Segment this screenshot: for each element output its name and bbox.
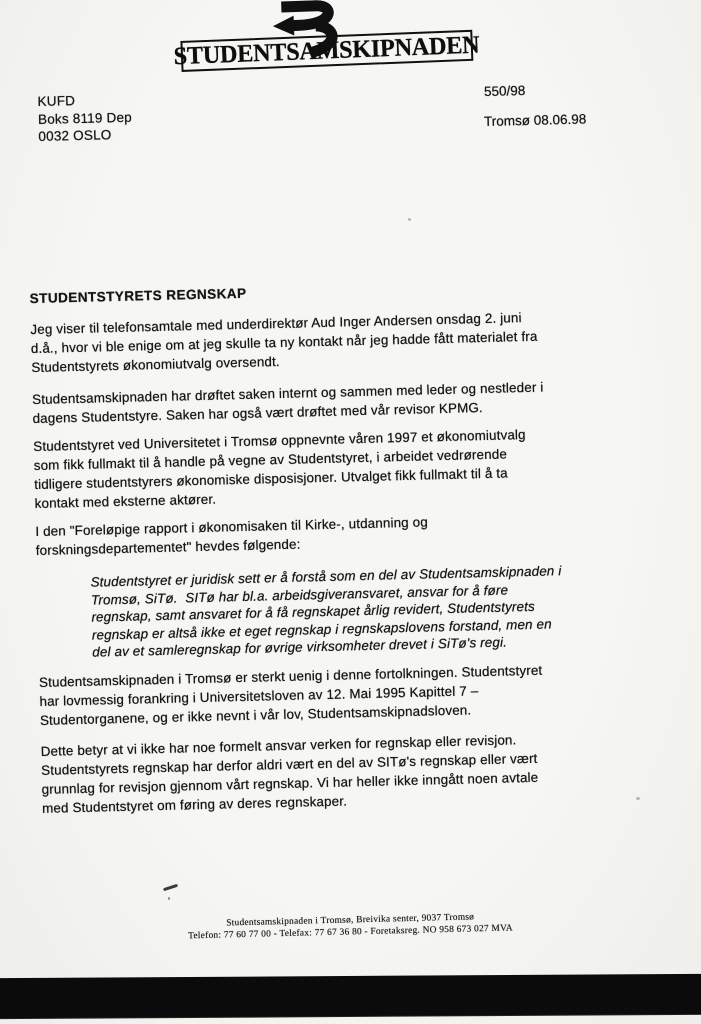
paragraph-2: Studentsamskipnaden har drøftet saken internt og sammen med leder og nestleder i dagens Studentstyre. Saken har også vært drøftet med vår revisor KPMG. [31,379,544,427]
scan-speck [636,797,640,800]
paragraph-5: Studentsamskipnaden i Tromsø er sterkt uenig i denne fortolkningen. Studentstyret har lovmessig forankring i Universitetsloven av 12. Mai 1995 Kapittel 7 – Studentorganene, og er ikke nevnt i vår lov, Studentsamskipnadsloven. [38,662,543,728]
footer-contact-info: Studentsamskipnaden i Tromsø, Breivika senter, 9037 Tromsø Telefon: 77 60 77 00 - Telefax: 77 67 36 80 - Foretaksreg. NO 958 673 027 MVA [188,912,514,941]
recipient-address: KUFD Boks 8119 Dep 0032 OSLO [37,93,133,144]
paragraph-4: I den "Foreløpige rapport i økonomisaken til Kirke-, utdanning og forskningsdepartementet" hevdes følgende: [35,514,429,558]
pen-mark-artifact [163,884,178,891]
scan-edge-bar [0,974,701,1018]
paragraph-1: Jeg viser til telefonsamtale med underdirektør Aud Inger Andersen onsdag 2. juni d.å., hvor vi ble enige om at jeg skulle ta ny kontakt når jeg hadde fått materialet fra Studentstyrets økonomiutvalg oversendt. [30,310,538,376]
paragraph-3: Studentstyret ved Universitetet i Tromsø oppnevnte våren 1997 et økonomiutvalg som fikk fullmakt til å handle på vegne av Studentstyret, i arbeidet vedrørende tidligere studentstyrers økonomiske disposisjoner. Utvalget fikk fullmakt til å ta kontakt med eksterne aktører. [33,427,526,512]
quoted-passage: Studentstyret er juridisk sett er å forstå som en del av Studentsamskipnaden i Tromsø, SiTø. SITø har bl.a. arbeidsgiveransvaret, ansvar for å føre regnskap, samt ansvaret for å få regnskapet årlig revidert, Studentstyrets regnskap er altså ikke et eget regnskap i regnskapslovens forstand, men en del av et samleregnskap for øvrige virksomheter drevet i SiTø's regi. [90,563,562,660]
org-name: STUDENTSAMSKIPNADEN [173,31,481,70]
scan-speck [168,897,170,900]
letterhead-org-box [173,30,481,72]
paragraph-6: Dette betyr at vi ikke har noe formelt ansvar verken for regnskap eller revisjon. Studentstyrets regnskap har derfor aldri vært en del av SITø's regnskap eller vært grunnlag for revisjon gjennom vårt regnskap. Vi har heller ikke inngått noen avtale med Studentstyret om føring av deres regnskaper. [40,731,539,816]
subject-heading: STUDENTSTYRETS REGNSKAP [29,285,247,307]
reference-number: 550/98 [483,82,526,99]
letter-body [29,274,667,827]
place-and-date: Tromsø 08.06.98 [483,111,587,129]
scan-speck [408,218,411,221]
